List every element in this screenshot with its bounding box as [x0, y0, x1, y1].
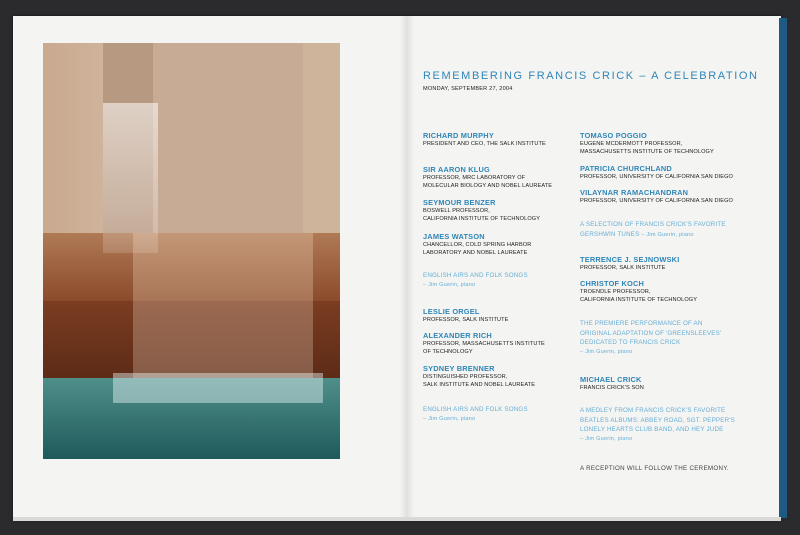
performance-title: ENGLISH AIRS AND FOLK SONGS: [423, 272, 528, 279]
speaker-entry: [580, 131, 760, 156]
speaker-title: TROENDLE PROFESSOR,: [580, 289, 651, 295]
speaker-title: BOSWELL PROFESSOR,: [423, 208, 490, 214]
speaker-name: PATRICIA CHURCHLAND: [580, 164, 672, 173]
performance-title: A MEDLEY FROM FRANCIS CRICK'S FAVORITE: [580, 407, 726, 414]
speaker-entry: [423, 307, 603, 324]
speaker-title: MASSACHUSETTS INSTITUTE OF TECHNOLOGY: [580, 149, 714, 155]
speaker-title: PROFESSOR, UNIVERSITY OF CALIFORNIA SAN DIEGO: [580, 174, 733, 180]
speaker-name: TERRENCE J. SEJNOWSKI: [580, 255, 680, 264]
closing-note: A RECEPTION WILL FOLLOW THE CEREMONY.: [580, 465, 729, 472]
program-date: MONDAY, SEPTEMBER 27, 2004: [423, 86, 513, 92]
speaker-title: LABORATORY AND NOBEL LAUREATE: [423, 250, 528, 256]
speaker-entry: [580, 188, 760, 205]
speaker-name: LESLIE ORGEL: [423, 307, 480, 316]
speaker-name: SIR AARON KLUG: [423, 165, 490, 174]
speaker-entry: [423, 131, 603, 148]
performance-credit: – Jim Guerin, piano: [641, 231, 694, 238]
speaker-title: DISTINGUISHED PROFESSOR,: [423, 374, 508, 380]
speaker-title: PROFESSOR, SALK INSTITUTE: [580, 265, 666, 271]
speaker-title: PROFESSOR, SALK INSTITUTE: [423, 317, 509, 323]
speaker-title: CALIFORNIA INSTITUTE OF TECHNOLOGY: [580, 297, 698, 303]
speaker-name: SEYMOUR BENZER: [423, 198, 496, 207]
speaker-name: TOMASO POGGIO: [580, 131, 647, 140]
performance-credit: – Jim Guerin, piano: [580, 348, 633, 355]
performance-title: A SELECTION OF FRANCIS CRICK'S FAVORITE: [580, 221, 726, 228]
speaker-title: PRESIDENT AND CEO, THE SALK INSTITUTE: [423, 141, 546, 147]
page-edge: [13, 517, 781, 521]
speaker-name: MICHAEL CRICK: [580, 375, 642, 384]
performance-entry: [580, 406, 760, 444]
speaker-entry: [423, 165, 603, 190]
speaker-entry: [423, 232, 603, 257]
speaker-entry: [423, 364, 603, 389]
book-gutter: [400, 16, 414, 520]
speaker-title: CHANCELLOR, COLD SPRING HARBOR: [423, 242, 532, 248]
speaker-entry: [580, 255, 760, 272]
performance-entry: [423, 405, 603, 424]
speaker-name: SYDNEY BRENNER: [423, 364, 495, 373]
program-title: REMEMBERING FRANCIS CRICK – A CELEBRATION: [423, 70, 759, 82]
performance-title: ORIGINAL ADAPTATION OF 'GREENSLEEVES': [580, 329, 722, 337]
performance-title: ENGLISH AIRS AND FOLK SONGS: [423, 406, 528, 413]
speaker-name: VILAYNAR RAMACHANDRAN: [580, 188, 689, 197]
performance-entry: [580, 319, 760, 357]
performance-title: THE PREMIERE PERFORMANCE OF AN: [580, 320, 703, 327]
performance-entry: [423, 271, 603, 290]
performance-entry: [580, 220, 760, 240]
speaker-title: SALK INSTITUTE AND NOBEL LAUREATE: [423, 382, 536, 388]
speaker-title: MOLECULAR BIOLOGY AND NOBEL LAUREATE: [423, 183, 553, 189]
speaker-title: PROFESSOR, UNIVERSITY OF CALIFORNIA SAN DIEGO: [580, 198, 733, 204]
performance-credit: – Jim Guerin, piano: [580, 435, 633, 442]
speaker-entry: [423, 331, 603, 356]
performance-credit: – Jim Guerin, piano: [423, 281, 476, 288]
speaker-entry: [580, 279, 760, 304]
speaker-name: ALEXANDER RICH: [423, 331, 492, 340]
speaker-title: EUGENE MCDERMOTT PROFESSOR,: [580, 141, 683, 147]
performance-title: LONELY HEARTS CLUB BAND, AND HEY JUDE: [580, 426, 724, 433]
fountain-photo: [43, 43, 340, 459]
speaker-title: PROFESSOR, MRC LABORATORY OF: [423, 175, 526, 181]
speaker-title: PROFESSOR, MASSACHUSETTS INSTITUTE: [423, 341, 545, 347]
speaker-title: CALIFORNIA INSTITUTE OF TECHNOLOGY: [423, 216, 541, 222]
speaker-title: OF TECHNOLOGY: [423, 349, 473, 355]
speaker-name: RICHARD MURPHY: [423, 131, 494, 140]
speaker-entry: [580, 375, 760, 392]
speaker-name: JAMES WATSON: [423, 232, 485, 241]
speaker-entry: [423, 198, 603, 223]
performance-title: BEATLES ALBUMS: ABBEY ROAD, SGT. PEPPER'S: [580, 416, 735, 424]
speaker-title: FRANCIS CRICK'S SON: [580, 385, 644, 391]
book-cover-edge: [779, 18, 787, 518]
performance-title: DEDICATED TO FRANCIS CRICK: [580, 339, 681, 346]
performance-title: GERSHWIN TUNES: [580, 230, 640, 238]
performance-credit: – Jim Guerin, piano: [423, 415, 476, 422]
speaker-entry: [580, 164, 760, 181]
speaker-name: CHRISTOF KOCH: [580, 279, 645, 288]
